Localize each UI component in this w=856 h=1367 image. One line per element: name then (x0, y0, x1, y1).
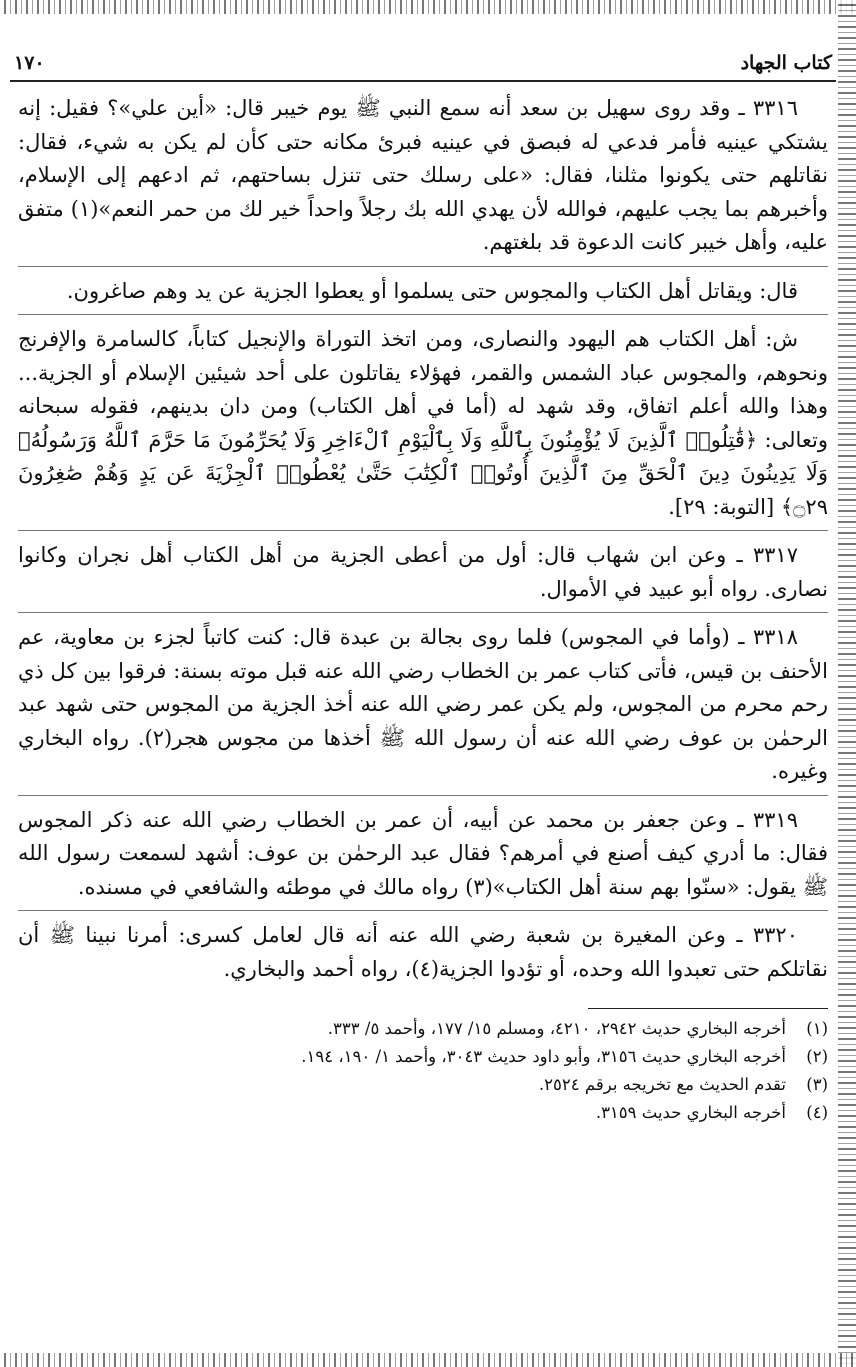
paragraph-3320: ٣٣٢٠ ـ وعن المغيرة بن شعبة رضي الله عنه أنه قال لعامل كسرى: أمرنا نبينا ﷺ أن نقاتلكم حتى تعبدوا الله وحده، أو تؤدوا الجزية(٤)، رواه أحمد والبخاري. (18, 923, 828, 981)
paragraph-separator (18, 314, 828, 315)
paragraph-3319: ٣٣١٩ ـ وعن جعفر بن محمد عن أبيه، أن عمر بن الخطاب رضي الله عنه ذكر المجوس فقال: ما أدري كيف أصنع في أمرهم؟ فقال عبد الرحمٰن بن عوف: أشهد لسمعت رسول الله ﷺ يقول: «سنّوا بهم سنة أهل الكتاب»(٣) رواه مالك في موطئه والشافعي في مسنده. (18, 807, 828, 899)
footnote-number: (٣) (806, 1075, 828, 1094)
footnote-text: أخرجه البخاري حديث ٣١٥٦، وأبو داود حديث ٣٠٤٣، وأحمد ١/ ١٩٠، ١٩٤. (301, 1047, 786, 1066)
paragraph-separator (18, 612, 828, 613)
footnote-text: أخرجه البخاري حديث ٢٩٤٢، ٤٢١٠، ومسلم ١٥/ ١٧٧، وأحمد ٥/ ٣٣٣. (327, 1019, 786, 1038)
footnote-rule (588, 1008, 828, 1009)
footnote-number: (٢) (806, 1047, 828, 1066)
footnote-text: تقدم الحديث مع تخريجه برقم ٢٥٢٤. (538, 1075, 786, 1094)
footnote-item (18, 1071, 828, 1099)
paragraph-separator (18, 910, 828, 911)
paragraph-sharh: ش: أهل الكتاب هم اليهود والنصارى، ومن اتخذ التوراة والإنجيل كتاباً، كالسامرة والإفرنج ونحوهم، والمجوس عباد الشمس والقمر، فهؤلاء يقاتلون على أحد شيئين الإسلام أو الجزية... وهذا والله أعلم اتفاق، وقد شهد له (أما في أهل الكتاب) ومن دان بدينهم، فقوله سبحانه وتعالى: ﴿قَٰتِلُوا۟ ٱلَّذِينَ لَا يُؤْمِنُونَ بِٱللَّهِ وَلَا بِٱلْيَوْمِ ٱلْءَاخِرِ وَلَا يُحَرِّمُونَ مَا حَرَّمَ ٱللَّهُ وَرَسُولُهُۥ وَلَا يَدِينُونَ دِينَ ٱلْحَقِّ مِنَ ٱلَّذِينَ أُوتُوا۟ ٱلْكِتَٰبَ حَتَّىٰ يُعْطُوا۟ ٱلْجِزْيَةَ عَن يَدٍ وَهُمْ صَٰغِرُونَ ۝٢٩﴾ [التوبة: ٢٩]. (18, 327, 828, 519)
footnote-item (18, 1015, 828, 1043)
footnote-number: (١) (806, 1019, 828, 1038)
paragraph-separator (18, 530, 828, 531)
decorative-border-top (0, 0, 856, 14)
footnotes (10, 1008, 836, 1127)
footnote-item (18, 1099, 828, 1127)
page-number: ١٧٠ (14, 52, 45, 74)
main-text (10, 82, 836, 986)
paragraph-separator (18, 795, 828, 796)
paragraph-3317: ٣٣١٧ ـ وعن ابن شهاب قال: أول من أعطى الجزية من أهل الكتاب أهل نجران وكانوا نصارى. رواه أبو عبيد في الأموال. (18, 543, 828, 601)
book-page (10, 52, 836, 1127)
page-header (10, 52, 836, 82)
paragraph-3316: ٣٣١٦ ـ وقد روى سهيل بن سعد أنه سمع النبي ﷺ يوم خيبر قال: «أين علي»؟ فقيل: إنه يشتكي عينيه فأمر فدعي له فبصق في عينيه فبرئ مكانه حتى كأن لم يكن به شيء، فقال: نقاتلهم حتى يكونوا مثلنا، فقال: «على رسلك حتى تنزل بساحتهم، ثم ادعهم إلى الإسلام، وأخبرهم بما يجب عليهم، فوالله لأن يهدي الله بك رجلاً واحداً خير لك من حمر النعم»(١) متفق عليه، وأهل خيبر كانت الدعوة قد بلغتهم. (18, 96, 828, 254)
footnote-item (18, 1043, 828, 1071)
chapter-title: كتاب الجهاد (740, 52, 832, 74)
footnote-number: (٤) (806, 1103, 828, 1122)
paragraph-matn: قال: ويقاتل أهل الكتاب والمجوس حتى يسلموا أو يعطوا الجزية عن يد وهم صاغرون. (66, 278, 798, 303)
paragraph-3318: ٣٣١٨ ـ (وأما في المجوس) فلما روى بجالة بن عبدة قال: كنت كاتباً لجزء بن معاوية، عم الأحنف بن قيس، فأتى كتاب عمر بن الخطاب رضي الله عنه قبل موته بسنة: فرقوا بين كل ذي رحم محرم من المجوس، ولم يكن عمر رضي الله عنه أخذ الجزية من المجوس حتى شهد عبد الرحمٰن بن عوف رضي الله عنه أن رسول الله ﷺ أخذها من مجوس هجر(٢). رواه البخاري وغيره. (18, 625, 828, 783)
paragraph-separator (18, 266, 828, 267)
footnote-text: أخرجه البخاري حديث ٣١٥٩. (595, 1103, 786, 1122)
decorative-border-right (838, 0, 856, 1367)
decorative-border-bottom (0, 1353, 856, 1367)
